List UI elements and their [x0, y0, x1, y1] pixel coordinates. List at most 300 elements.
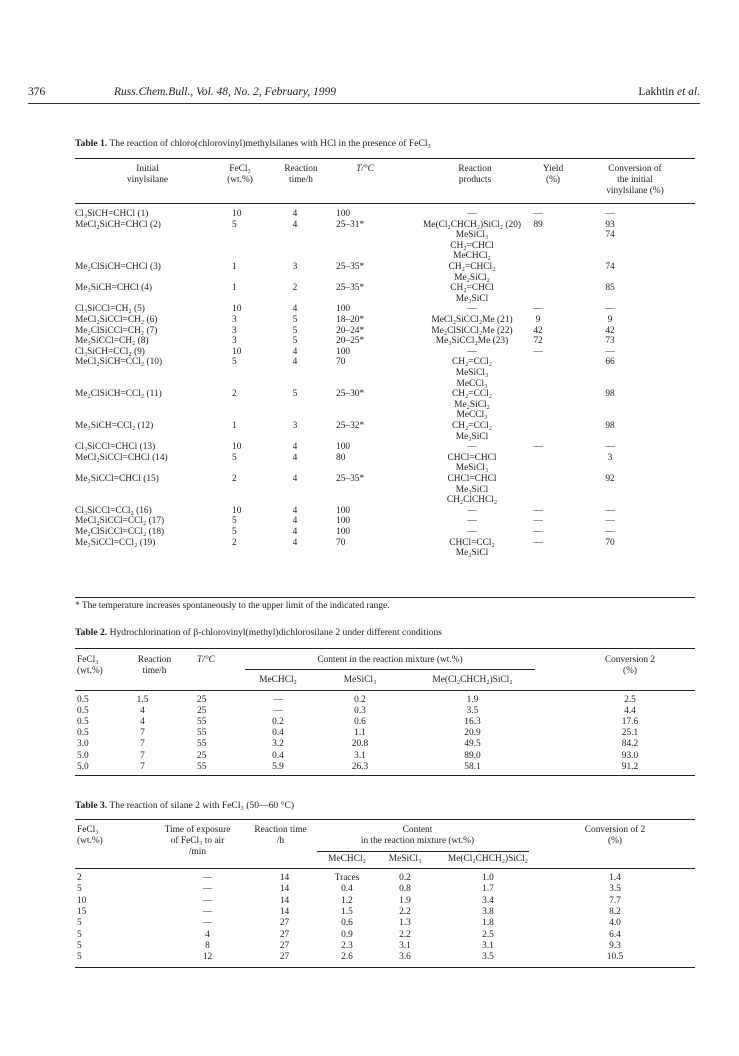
t2-sub-mesicl3: MeSiCl₃ [343, 675, 377, 685]
table2-subheader [75, 675, 695, 687]
t3-cell-mechcl2: 0.9 [341, 929, 353, 940]
table2-caption-text: Hydrochlorination of β-chlorovinyl(methyl)dichlorosilane 2 under different conditions [109, 627, 442, 638]
t1-cell-product: Me₂ClSiCCl₂Me (22) [431, 325, 513, 336]
table1-header [75, 164, 695, 204]
t1-cell-name: MeCl₂SiCH=CCl₂ (10) [75, 357, 163, 368]
table-row [0, 930, 739, 941]
t3-cell-mesicl3: 1.3 [399, 918, 411, 929]
t2-cell-product: 58.1 [464, 761, 481, 772]
t2-cell-mechcl2: 5.9 [272, 761, 284, 772]
t1-h2: FeCl₃ [229, 164, 251, 174]
t3-cell-conversion: 8.2 [609, 906, 621, 917]
t3-cell-mechcl2: 1.2 [341, 895, 353, 906]
t3-sub-product: Me(Cl₂CHCH₂)SiCl₂ [447, 854, 529, 864]
table3-subheader [75, 854, 695, 866]
t2-col-time [127, 655, 182, 677]
t3-cell-fecl3: 5 [77, 940, 82, 951]
t3-cell-fecl3: 5 [77, 884, 82, 895]
table-row [0, 283, 739, 294]
t1-cell-time: 5 [292, 336, 298, 347]
t1-cell-time: 5 [292, 325, 298, 336]
t3-col-conversion [555, 825, 675, 847]
t1-cell-time: 4 [292, 527, 298, 537]
t1-cell-fecl3: 3 [232, 336, 237, 347]
t3-h4b: in the reaction mixture (wt.%) [360, 836, 475, 846]
t1-cell-conv: — [605, 527, 615, 537]
author-name: Lakhtin [638, 86, 675, 98]
et-al: et al. [677, 86, 700, 98]
table-row [0, 262, 739, 273]
t3-cell-time: 27 [279, 940, 290, 951]
journal-citation: Russ.Chem.Bull., Vol. 48, No. 2, February, 1999 [114, 86, 337, 98]
t2-cell-temp: 25 [197, 706, 207, 717]
t1-cell-fecl3: 5 [232, 527, 237, 537]
t3-cell-mechcl2: 2.3 [341, 940, 353, 951]
table3-span-rule [317, 851, 529, 852]
t2-h5: Conversion 2 [604, 655, 656, 665]
table-row [0, 485, 739, 496]
t1-cell-conv: 93 [605, 219, 615, 230]
t3-h3b: /h [276, 836, 285, 846]
t2-cell-mesicl3: 1.1 [354, 728, 366, 739]
t1-cell-product: — [467, 516, 477, 527]
t1-cell-temp: 80 [336, 452, 346, 463]
t1-cell-time: 3 [292, 421, 298, 431]
t3-cell-fecl3: 10 [77, 895, 87, 906]
t1-cell-temp: 25–35* [336, 283, 365, 294]
table-row [0, 326, 739, 337]
t1-cell-temp: 70 [336, 357, 346, 368]
t3-cell-mechcl2: 0.6 [341, 918, 353, 929]
t2-cell-product: 3.5 [466, 706, 479, 717]
t3-cell-product: 1.7 [482, 884, 494, 895]
t1-cell-conv: 98 [605, 389, 615, 400]
t3-h5: Conversion of 2 [584, 825, 646, 835]
t2-cell-fecl3: 3.0 [77, 739, 89, 750]
t2-cell-mesicl3: 26.3 [351, 761, 369, 772]
t1-h5b: products [458, 175, 492, 185]
t2-cell-mechcl2: — [273, 706, 283, 717]
t3-cell-exposure: — [202, 906, 213, 917]
t1-col-yield [533, 164, 573, 186]
table-row [0, 315, 739, 326]
t1-cell-name: Me₃SiCH=CHCl (4) [75, 283, 153, 294]
t1-h5: Reaction [458, 164, 492, 174]
t3-cell-mesicl3: 1.9 [399, 895, 411, 906]
t1-cell-product: MeCl₂SiCCl₂Me (21) [431, 315, 513, 325]
table3-bottom-rule [75, 967, 695, 968]
t3-cell-time: 14 [279, 906, 290, 917]
t2-cell-fecl3: 5.0 [77, 750, 89, 761]
t1-cell-name: Me₃SiCH=CCl₂ (12) [75, 421, 154, 431]
t3-cell-mechcl2: Traces [334, 873, 360, 883]
t1-cell-product: — [467, 346, 477, 357]
table-row [0, 952, 739, 963]
table-row [0, 516, 739, 527]
t1-cell-name: Cl₃SiCCl=CH₂ (5) [75, 304, 145, 315]
t1-cell-temp: 25–32* [336, 421, 365, 431]
t1-cell-product: CH₂=CCl₂ [452, 389, 492, 400]
header-rule [28, 103, 700, 104]
t1-cell-conv: 73 [605, 336, 615, 347]
t2-cell-product: 20.9 [464, 728, 481, 739]
t1-cell-name: Me₃SiCCl=CCl₂ (19) [75, 537, 156, 548]
t3-cell-mechcl2: 1.5 [341, 906, 353, 917]
t2-h5b: (%) [622, 666, 638, 676]
t1-cell-product: MeCCl₃ [456, 378, 488, 389]
t2-cell-temp: 55 [197, 717, 207, 728]
t3-cell-time: 27 [279, 918, 290, 929]
t3-cell-exposure: 4 [205, 929, 210, 940]
t1-cell-conv: 42 [605, 325, 615, 336]
t2-cell-mechcl2: — [273, 695, 283, 705]
t1-cell-time: 2 [292, 283, 298, 294]
table-row [0, 379, 739, 390]
t2-cell-temp: 25 [197, 750, 207, 761]
table2-caption [75, 627, 442, 638]
t1-cell-temp: 25–35* [336, 262, 365, 272]
t1-cell-fecl3: 10 [232, 346, 242, 357]
t3-cell-time: 14 [279, 873, 290, 883]
t1-cell-product: Me₃SiCl [455, 293, 489, 304]
t1-cell-time: 4 [292, 442, 298, 453]
t3-cell-fecl3: 5 [77, 918, 82, 929]
t1-cell-name: Me₃SiCCl=CH₂ (8) [75, 336, 149, 347]
t1-cell-time: 4 [292, 516, 298, 527]
t1-cell-fecl3: 10 [232, 209, 242, 219]
t2-h1b: (wt.%) [77, 666, 103, 676]
t2-cell-mesicl3: 0.2 [354, 695, 366, 705]
table-row [0, 463, 739, 474]
t2-cell-conversion: 4.4 [624, 706, 636, 717]
t3-cell-exposure: — [202, 873, 213, 883]
t1-cell-yield: — [533, 442, 543, 453]
t1-cell-conv: 70 [605, 537, 615, 548]
t3-cell-product: 1.0 [482, 873, 494, 883]
t1-cell-product: CHCl=CHCl [447, 452, 497, 463]
t1-cell-fecl3: 3 [232, 315, 237, 325]
t2-sub-product: Me(Cl₂CHCH₂)SiCl₂ [432, 675, 513, 685]
t3-cell-conversion: 7.7 [609, 895, 621, 906]
t2-cell-conversion: 25.1 [621, 728, 639, 739]
t1-cell-name: MeCl₂SiCH=CHCl (2) [75, 219, 161, 230]
table-row [0, 527, 739, 538]
t1-h6b: (%) [545, 175, 561, 185]
t3-cell-mesicl3: 2.2 [399, 929, 411, 940]
t3-cell-time: 14 [279, 895, 290, 906]
t1-cell-name: Cl₃SiCH=CCl₂ (9) [75, 346, 145, 357]
t1-cell-name: Cl₃SiCCl=CCl₂ (16) [75, 505, 152, 516]
t1-cell-product: MeSiCl₃ [455, 230, 489, 241]
t1-cell-yield: — [533, 505, 543, 516]
t1-cell-fecl3: 1 [232, 283, 237, 294]
t2-cell-mechcl2: 0.4 [272, 750, 284, 761]
t3-cell-conversion: 1.4 [609, 873, 621, 883]
t1-h1b: vinylsilane [126, 175, 169, 185]
t1-cell-temp: 70 [336, 537, 346, 548]
t3-cell-conversion: 10.5 [606, 952, 624, 963]
t1-cell-temp: 25–30* [336, 389, 365, 400]
t1-cell-product: CH₂=CHCl₂ [448, 262, 496, 272]
t1-cell-time: 4 [292, 474, 298, 484]
t1-cell-conv: 9 [607, 315, 613, 325]
t2-col-fecl3 [77, 655, 103, 677]
t3-cell-exposure: — [202, 918, 213, 929]
t1-cell-yield: — [533, 304, 543, 315]
t1-cell-conv: 3 [607, 452, 613, 463]
t1-cell-product: — [467, 304, 477, 315]
t1-cell-yield: — [533, 527, 543, 537]
t1-cell-yield: — [533, 209, 543, 219]
t3-sub-mechcl2: MeCHCl₂ [328, 854, 366, 864]
table-row [0, 421, 739, 432]
table-row [0, 474, 739, 485]
t3-col-time [243, 825, 318, 847]
t3-cell-mesicl3: 2.2 [399, 906, 411, 917]
t3-h2c: /min [188, 847, 207, 857]
t1-cell-conv: 66 [605, 357, 615, 368]
t1-cell-yield: — [533, 516, 543, 527]
t1-cell-time: 5 [292, 315, 298, 325]
t3-cell-conversion: 4.0 [609, 918, 621, 929]
table-row [0, 706, 739, 717]
t3-cell-conversion: 9.3 [609, 940, 621, 951]
t1-cell-temp: 100 [336, 505, 351, 516]
t1-cell-time: 4 [292, 357, 298, 368]
t2-cell-temp: 55 [197, 739, 207, 750]
t2-cell-mesicl3: 20.8 [351, 739, 369, 750]
t1-cell-product: Me(Cl₂CHCH₂)SiCl₂ (20) [422, 219, 522, 230]
table2-span-rule [245, 669, 535, 670]
table1-caption [75, 138, 431, 149]
t1-cell-product: — [467, 209, 477, 219]
t2-cell-temp: 25 [197, 695, 207, 705]
t1-cell-product: Me₃SiCl [455, 431, 489, 442]
table-row [0, 410, 739, 421]
table3-caption-text: The reaction of silane 2 with FeCl₃ (50—60 °C) [109, 800, 295, 811]
t1-cell-temp: 25–31* [336, 219, 365, 230]
t2-col-content: Content in the reaction mixture (wt.%) [317, 655, 463, 665]
t1-cell-name: Me₂ClSiCH=CHCl (3) [75, 262, 161, 272]
t1-cell-product: MeCCl₃ [456, 410, 488, 421]
table-row [0, 751, 739, 762]
t3-cell-mesicl3: 3.1 [399, 940, 411, 951]
table-row [0, 873, 739, 884]
authors [638, 86, 700, 98]
t1-cell-product: CH₂=CHCl [450, 283, 494, 294]
t1-cell-name: MeCl₂SiCCl=CHCl (14) [75, 452, 168, 463]
t1-cell-time: 4 [292, 219, 298, 230]
table-row [0, 548, 739, 559]
t1-cell-name: Me₃SiCCl=CHCl (15) [75, 474, 159, 484]
t1-cell-time: 4 [292, 209, 298, 219]
t1-col-initial [75, 164, 220, 186]
t1-cell-fecl3: 1 [232, 421, 237, 431]
t1-cell-fecl3: 5 [232, 452, 237, 463]
t1-h6: Yield [542, 164, 564, 174]
table3-label: Table 3. [75, 800, 108, 811]
t3-cell-fecl3: 5 [77, 952, 82, 963]
t1-cell-fecl3: 5 [232, 357, 237, 368]
t3-h1: FeCl₃ [77, 825, 99, 835]
t3-cell-mesicl3: 0.8 [399, 884, 411, 895]
t2-col-temp: T/°C [197, 655, 215, 665]
t3-h1b: (wt.%) [77, 836, 103, 846]
t2-cell-time: 7 [140, 728, 145, 739]
table-row [0, 251, 739, 262]
t2-cell-fecl3: 0.5 [77, 695, 89, 705]
t1-cell-conv: — [605, 442, 615, 453]
t3-cell-exposure: 8 [205, 940, 210, 951]
t2-cell-time: 7 [140, 750, 145, 761]
table-row [0, 209, 739, 220]
t3-cell-mechcl2: 2.6 [341, 952, 353, 963]
t1-cell-product: MeSiCl₃ [455, 463, 489, 474]
t2-cell-fecl3: 5.0 [77, 761, 89, 772]
t2-cell-time: 7 [140, 739, 145, 750]
t1-cell-conv: 74 [605, 262, 615, 272]
t1-cell-time: 4 [292, 537, 298, 548]
t2-cell-product: 49.5 [464, 739, 481, 750]
t1-cell-temp: 100 [336, 209, 351, 219]
t2-cell-time: 7 [140, 761, 145, 772]
t1-cell-time: 4 [292, 304, 298, 315]
t1-cell-product: MeSiCl₃ [455, 368, 489, 378]
t1-cell-conv: 85 [605, 283, 615, 294]
t3-cell-exposure: 12 [202, 952, 213, 963]
table1-caption-text: The reaction of chloro(chlorovinyl)methylsilanes with HCl in the presence of FeCl₃ [109, 138, 431, 149]
t1-cell-yield: 72 [533, 336, 543, 347]
t1-cell-time: 4 [292, 505, 298, 516]
t3-cell-conversion: 3.5 [609, 884, 621, 895]
t1-cell-fecl3: 3 [232, 325, 237, 336]
table-row [0, 273, 739, 284]
t1-cell-fecl3: 10 [232, 505, 242, 516]
t1-col-time [271, 164, 331, 186]
t3-col-fecl3 [77, 825, 103, 847]
t1-cell-time: 4 [292, 346, 298, 357]
t3-h3: Reaction time [254, 825, 307, 835]
table-row [0, 907, 739, 918]
t1-cell-temp: 20–25* [336, 336, 365, 347]
t1-cell-name: Cl₃SiCCl=CHCl (13) [75, 442, 156, 453]
t1-cell-product: CHCl=CCl₂ [449, 537, 495, 548]
t1-cell-fecl3: 1 [232, 262, 237, 272]
table2-header-rule [75, 690, 695, 691]
table1-top-rule [75, 158, 695, 159]
t1-cell-temp: 100 [336, 527, 351, 537]
t1-h3: Reaction [284, 164, 318, 174]
t1-cell-fecl3: 2 [232, 537, 237, 548]
table2-label: Table 2. [75, 627, 108, 638]
t3-cell-fecl3: 2 [77, 873, 82, 883]
table-row [0, 728, 739, 739]
t1-cell-temp: 100 [336, 516, 351, 527]
t3-col-content [315, 825, 520, 847]
t3-cell-product: 1.8 [482, 918, 494, 929]
t1-cell-temp: 100 [336, 304, 351, 315]
t2-cell-fecl3: 0.5 [77, 706, 89, 717]
t2-cell-fecl3: 0.5 [77, 728, 89, 739]
t2-cell-mechcl2: 3.2 [272, 739, 284, 750]
t2-col-conversion [570, 655, 690, 677]
t1-cell-product: CH₂ClCHCl₂ [446, 495, 498, 506]
t1-cell-product: CH₂=CHCl [450, 240, 494, 251]
t3-cell-product: 3.8 [482, 906, 494, 917]
t1-cell-temp: 20–24* [336, 325, 365, 336]
t1-cell-product: CHCl=CHCl [447, 474, 497, 484]
table-row [0, 762, 739, 773]
t1-cell-temp: 18–20* [336, 315, 365, 325]
t3-cell-mesicl3: 0.2 [399, 873, 411, 883]
table-row [0, 304, 739, 315]
t1-col-products [405, 164, 545, 186]
t2-h2: Reaction [137, 655, 172, 665]
t1-cell-temp: 100 [336, 346, 351, 357]
t2-h2b: time/h [142, 666, 167, 676]
t3-cell-time: 14 [279, 884, 290, 895]
t2-cell-time: 4 [140, 717, 145, 728]
t2-cell-temp: 55 [197, 761, 207, 772]
t1-cell-fecl3: 2 [232, 389, 237, 400]
table-row [0, 400, 739, 411]
t2-cell-mesicl3: 3.1 [354, 750, 366, 761]
t1-cell-product: Me₃SiCl [455, 548, 489, 559]
t1-cell-name: Me₂ClSiCH=CCl₂ (11) [75, 389, 162, 400]
table-row [0, 495, 739, 506]
t3-cell-exposure: — [202, 895, 213, 906]
t1-cell-yield: — [533, 346, 543, 357]
t2-cell-conversion: 2.5 [624, 695, 636, 705]
t1-h7: Conversion of [608, 164, 662, 174]
t3-cell-time: 27 [279, 952, 290, 963]
t2-cell-temp: 55 [197, 728, 207, 739]
t1-cell-conv: — [605, 516, 615, 527]
table1-footnote: * The temperature increases spontaneously to the upper limit of the indicated range. [75, 601, 390, 611]
table1-header-rule [75, 203, 695, 204]
t1-cell-fecl3: 5 [232, 219, 237, 230]
t1-cell-name: Me₂ClSiCCl=CCl₂ (18) [75, 527, 165, 537]
table-row [0, 368, 739, 379]
table-row [0, 695, 739, 706]
t1-cell-conv: — [605, 304, 615, 315]
t2-sub-mechcl2: MeCHCl₂ [259, 675, 297, 685]
t1-cell-product: Me₂SiCl₂ [454, 272, 490, 283]
table-row [0, 442, 739, 453]
t1-cell-name: Cl₃SiCH=CHCl (1) [75, 209, 149, 219]
t1-cell-time: 3 [292, 262, 298, 272]
t3-cell-product: 3.1 [482, 940, 494, 951]
t2-cell-mesicl3: 0.6 [354, 717, 366, 728]
table-row [0, 241, 739, 252]
running-header [28, 86, 700, 104]
t2-h1: FeCl₃ [77, 655, 99, 665]
t2-cell-mechcl2: 0.2 [272, 717, 284, 728]
t2-cell-product: 16.3 [464, 717, 481, 728]
t1-cell-fecl3: 2 [232, 474, 237, 484]
t1-cell-conv: — [605, 209, 615, 219]
t1-cell-conv: — [605, 346, 615, 357]
t1-cell-yield: 9 [535, 315, 541, 325]
t2-cell-mechcl2: 0.4 [272, 728, 284, 739]
t1-cell-temp: 25–35* [336, 474, 365, 484]
table-row [0, 453, 739, 464]
t1-cell-name: Me₂ClSiCCl=CH₂ (7) [75, 325, 158, 336]
t1-cell-product: — [467, 505, 477, 516]
t1-cell-conv: 98 [605, 421, 615, 431]
t2-cell-time: 4 [140, 706, 145, 717]
table-row [0, 918, 739, 929]
